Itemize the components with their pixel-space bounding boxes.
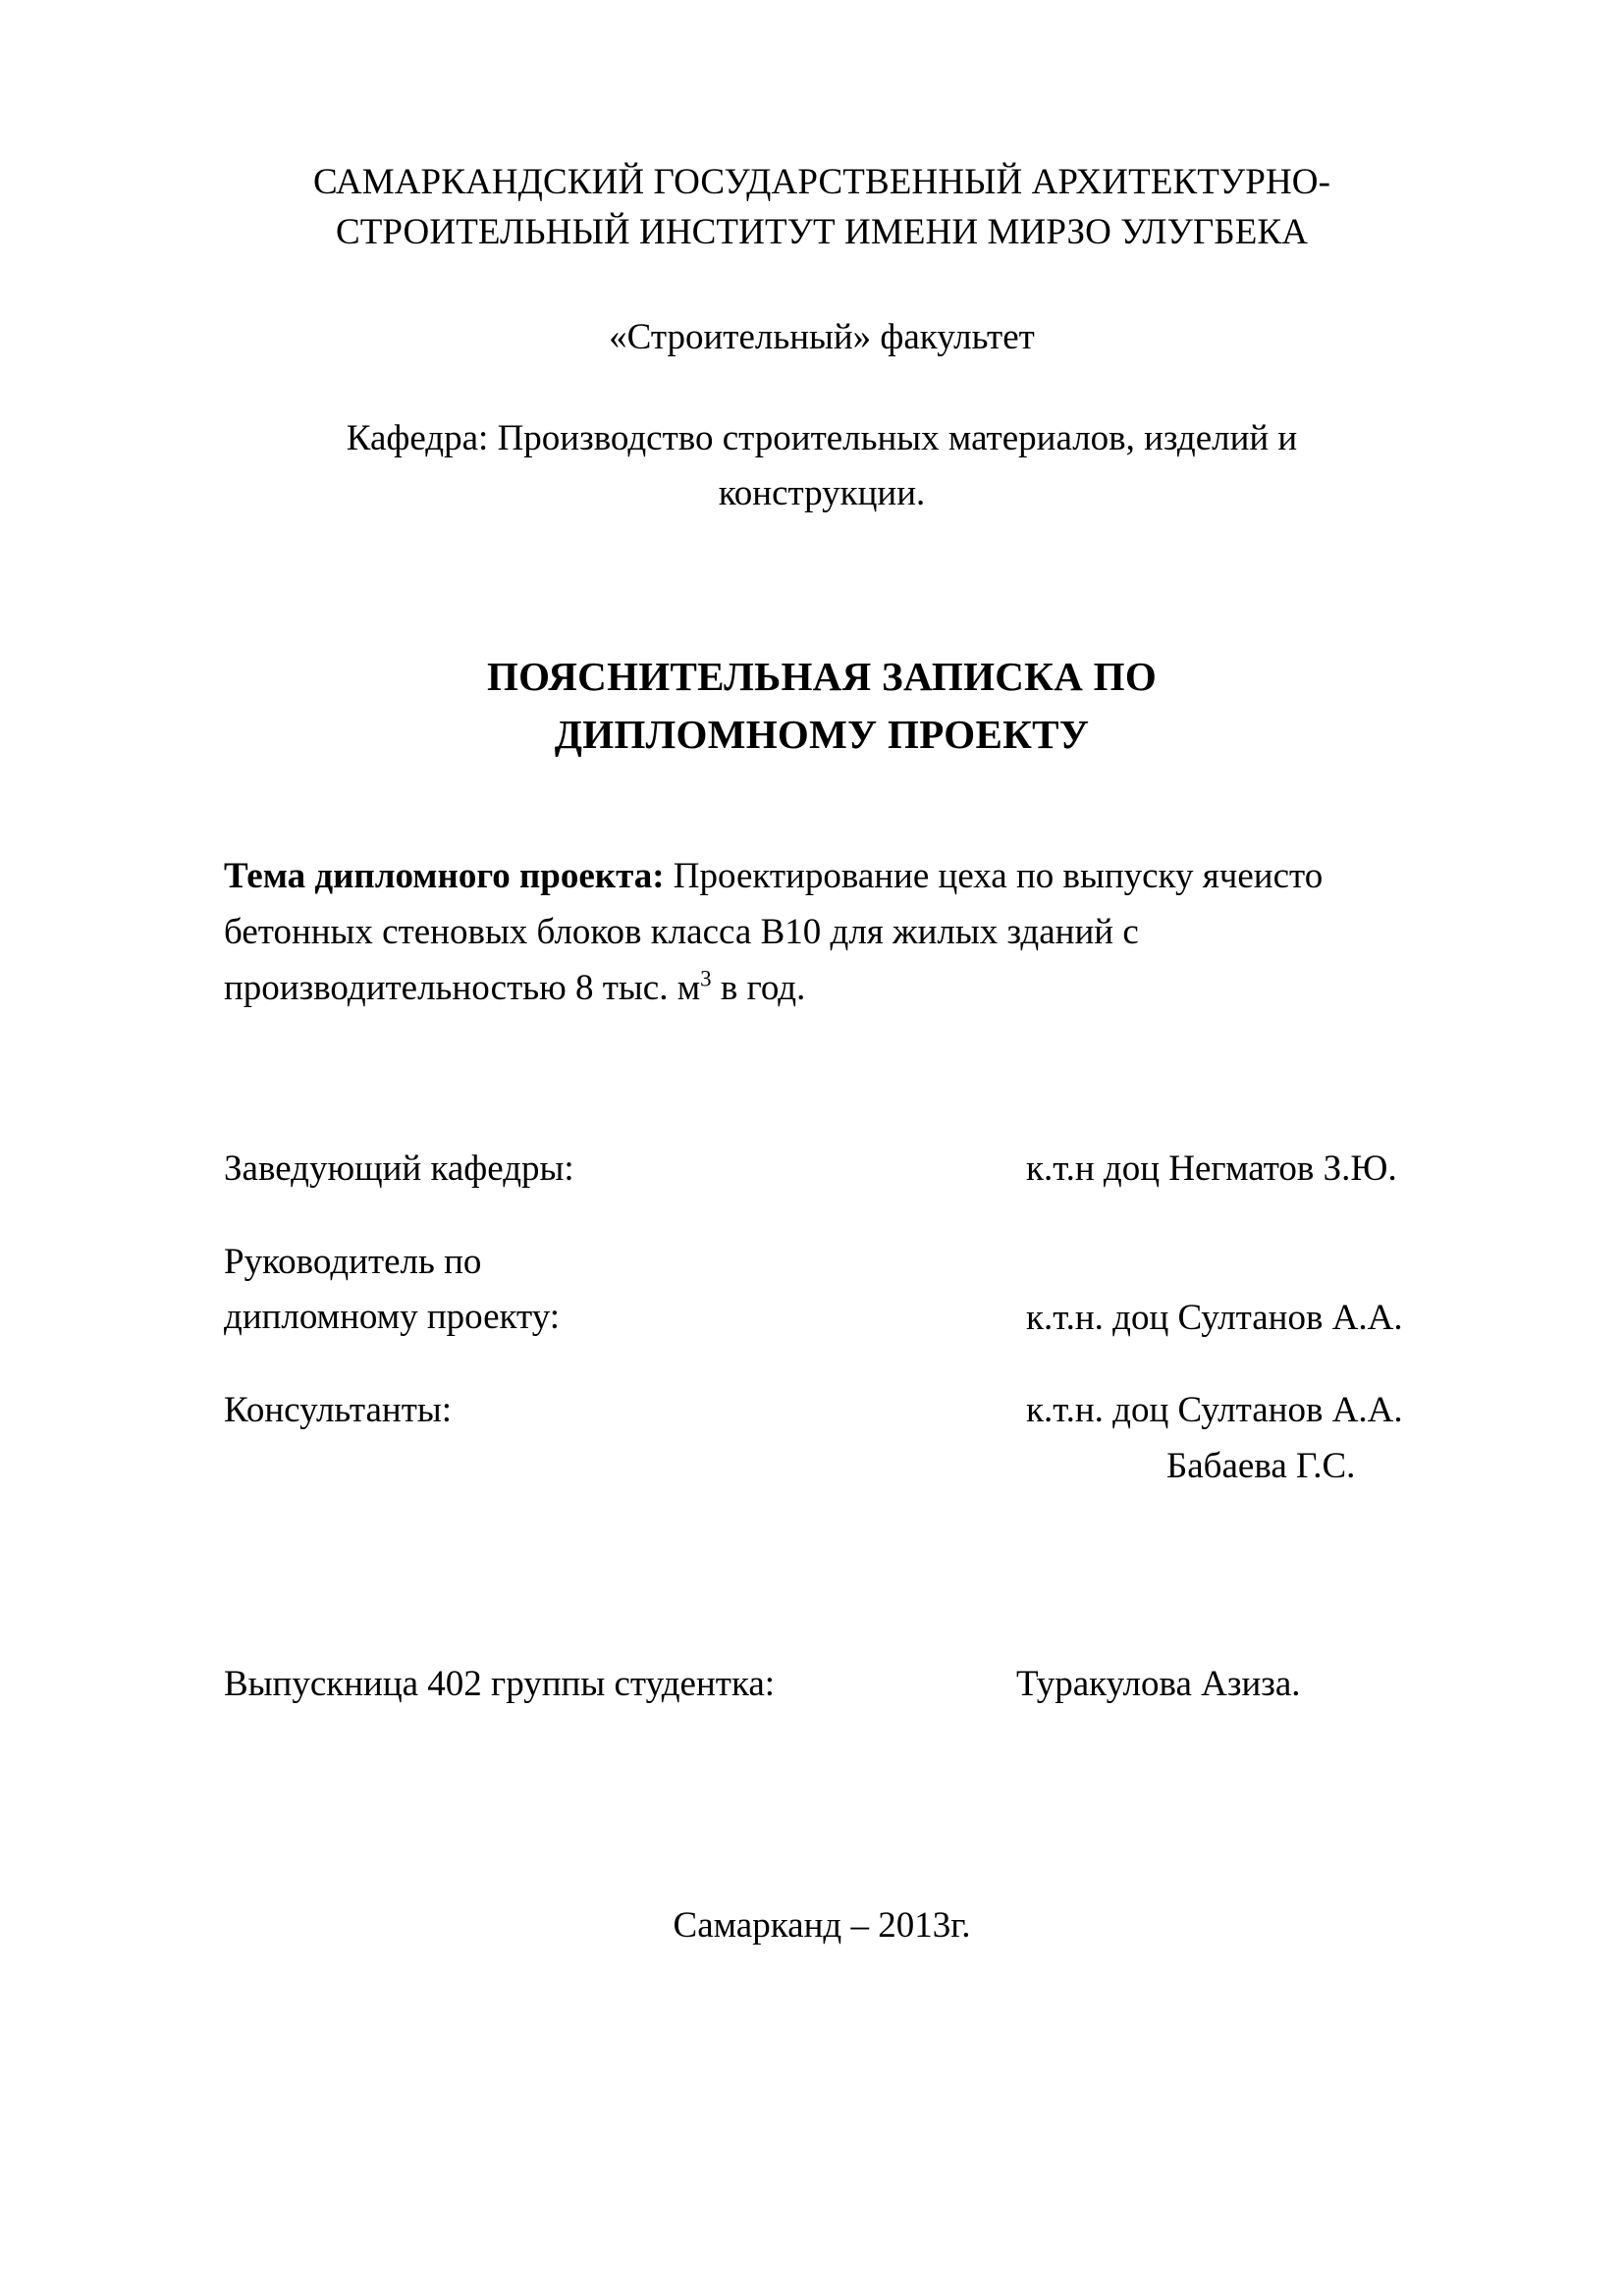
signature-row-head-of-department <box>224 1142 1420 1198</box>
department-name <box>224 411 1420 521</box>
signature-role-line: Консультанты: <box>224 1389 453 1430</box>
thesis-topic-text-before: Проектирование цеха по выпуску ячеисто бетонных стеновых блоков класса В10 для жилых зданий с производительностью 8 тыс. м <box>224 856 1324 1008</box>
document-title <box>224 648 1420 766</box>
signature-row-supervisor <box>224 1235 1420 1346</box>
place-and-year: Самарканд – 2013г. <box>673 1905 971 1947</box>
institution-name <box>224 157 1420 257</box>
department-name-line-2: конструкции. <box>718 473 926 514</box>
document-title-line-1: ПОЯСНИТЕЛЬНАЯ ЗАПИСКА ПО <box>486 653 1158 699</box>
institution-name-line-2: СТРОИТЕЛЬНЫЙ ИНСТИТУТ ИМЕНИ МИРЗО УЛУГБЕКА <box>335 212 1309 253</box>
student-role-label: Выпускница 402 группы студентка: <box>224 1663 776 1704</box>
signature-role-supervisor <box>224 1235 560 1346</box>
signature-role-line: Руководитель по <box>224 1241 482 1282</box>
signature-row-consultants <box>224 1383 1420 1486</box>
signature-role-consultants <box>224 1383 452 1439</box>
document-title-line-2: ДИПЛОМНОМУ ПРОЕКТУ <box>554 712 1090 758</box>
page-content <box>224 0 1420 1951</box>
signature-name-consultant-2: Бабаева Г.С. <box>1166 1445 1356 1486</box>
signature-role-head-of-department <box>224 1142 574 1198</box>
signature-name-consultant-1: к.т.н. доц Султанов А.А. <box>1026 1389 1403 1430</box>
thesis-topic-label: Тема дипломного проекта: <box>224 856 665 897</box>
student-name: Туракулова Азиза. <box>1016 1663 1301 1704</box>
signature-name-head-of-department: к.т.н доц Негматов З.Ю. <box>1026 1148 1397 1190</box>
student-row <box>224 1657 1420 1713</box>
department-name-line-1: Кафедра: Производство строительных материалов, изделий и <box>346 418 1298 459</box>
signature-block <box>224 1142 1420 1486</box>
signature-role-line: Заведующий кафедры: <box>224 1148 574 1190</box>
institution-name-line-1: САМАРКАНДСКИЙ ГОСУДАРСТВЕННЫЙ АРХИТЕКТУРНО- <box>312 162 1331 202</box>
faculty-name: «Строительный» факультет <box>609 317 1035 358</box>
thesis-topic-superscript: 3 <box>700 966 712 991</box>
thesis-topic-text-after: в год. <box>711 967 806 1008</box>
signature-role-line: дипломному проекту: <box>224 1297 560 1338</box>
signature-name-supervisor: к.т.н. доц Султанов А.А. <box>1026 1297 1403 1338</box>
thesis-topic <box>224 849 1382 1016</box>
